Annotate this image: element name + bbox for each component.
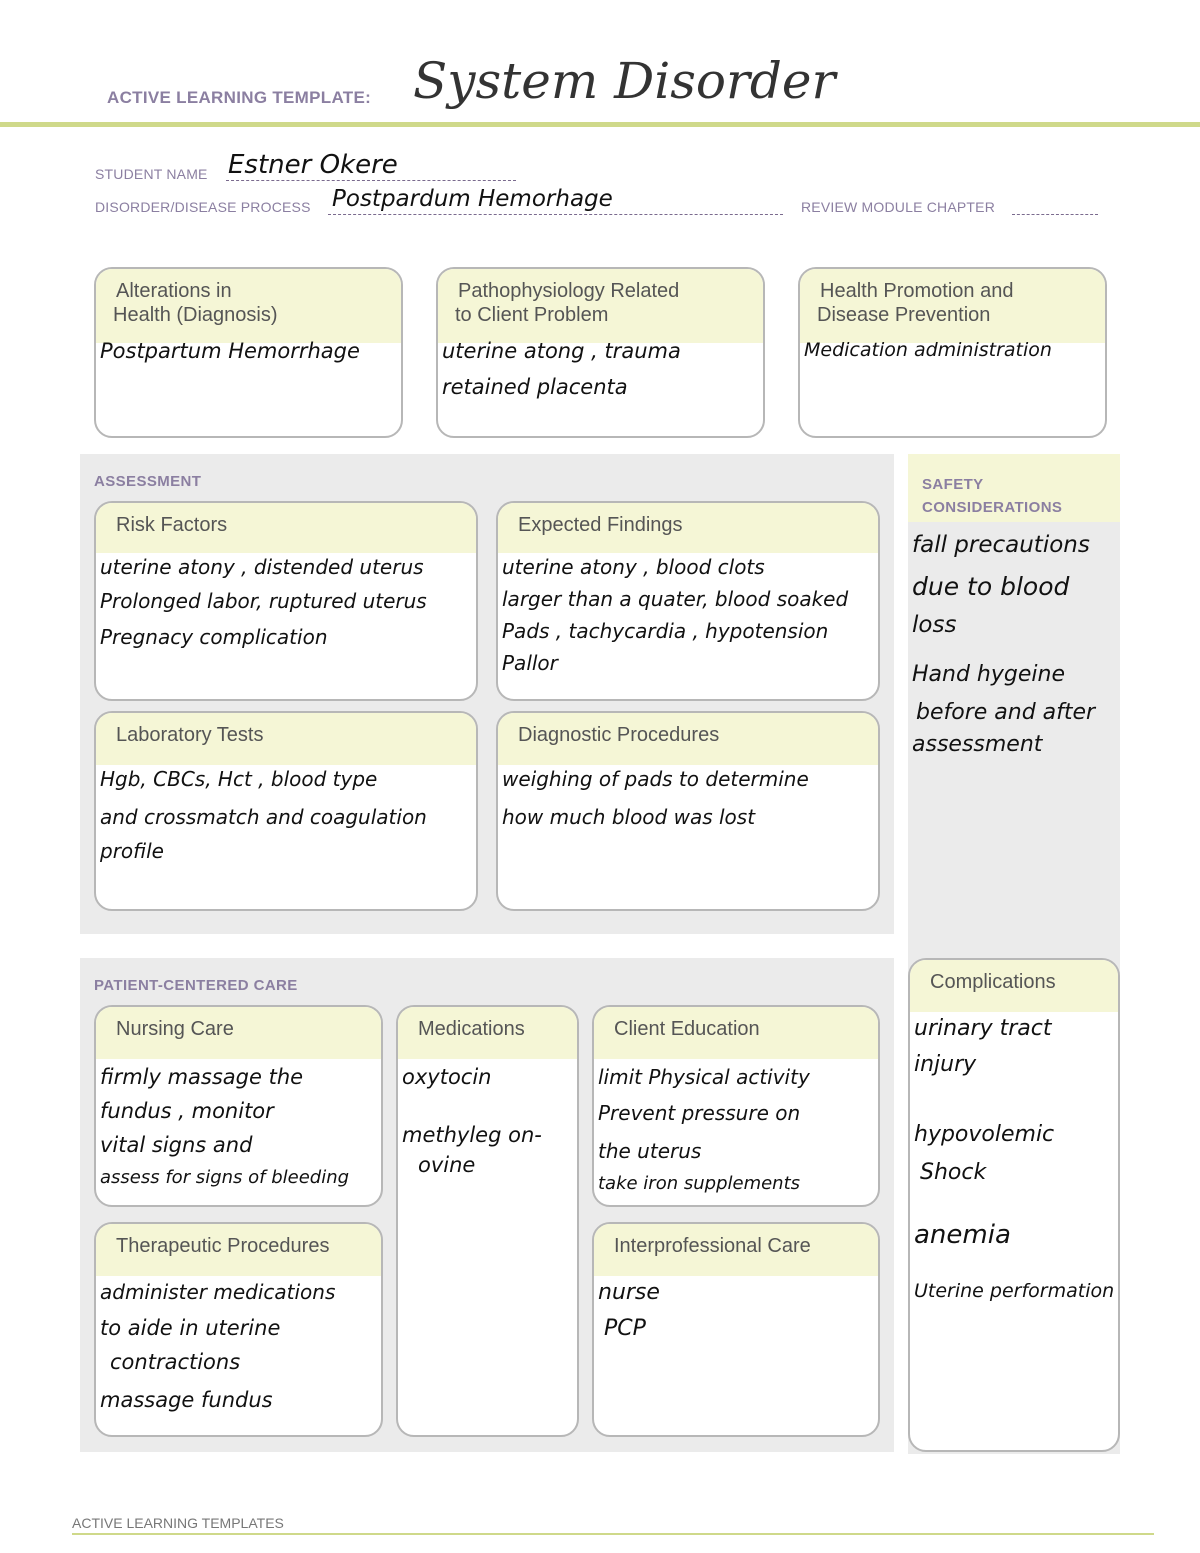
assessment-label: ASSESSMENT <box>94 473 202 490</box>
alterations-box[interactable] <box>94 267 403 438</box>
disorder-value: Postpardum Hemorhage <box>332 186 613 212</box>
client-education-line: the uterus <box>598 1139 702 1163</box>
alterations-text-line: Postpartum Hemorrhage <box>100 339 360 363</box>
health-promotion-box[interactable] <box>798 267 1107 438</box>
therapeutic-procedures-header: Therapeutic Procedures <box>96 1224 381 1276</box>
laboratory-tests-header: Laboratory Tests <box>96 713 476 765</box>
review-module-field[interactable] <box>1012 196 1098 215</box>
safety-content[interactable] <box>910 522 1120 782</box>
safety-label-line2: CONSIDERATIONS <box>922 499 1063 516</box>
medications-box[interactable] <box>396 1005 579 1437</box>
expected-findings-line: larger than a quater, blood soaked <box>502 587 849 611</box>
nursing-care-header: Nursing Care <box>96 1007 381 1059</box>
student-name-field[interactable] <box>226 150 516 181</box>
laboratory-tests-line: and crossmatch and coagulation <box>100 805 427 829</box>
health-promotion-header <box>800 269 1105 343</box>
expected-findings-line: uterine atony , blood clots <box>502 555 765 579</box>
laboratory-tests-box[interactable] <box>94 711 478 911</box>
risk-factors-box[interactable] <box>94 501 478 701</box>
safety-line: loss <box>912 612 957 638</box>
alterations-header <box>96 269 401 343</box>
health-promotion-text-line: Medication administration <box>804 339 1052 361</box>
risk-factors-header: Risk Factors <box>96 503 476 553</box>
safety-line: due to blood <box>912 572 1070 601</box>
nursing-care-box[interactable] <box>94 1005 383 1207</box>
risk-factors-line: uterine atony , distended uterus <box>100 555 424 579</box>
complications-line: injury <box>914 1052 977 1077</box>
laboratory-tests-line: profile <box>100 839 164 863</box>
complications-box[interactable] <box>908 958 1120 1452</box>
nursing-care-line: fundus , monitor <box>100 1099 274 1123</box>
risk-factors-line: Pregnacy complication <box>100 625 328 649</box>
disorder-field[interactable] <box>328 186 783 215</box>
client-education-box[interactable] <box>592 1005 880 1207</box>
alterations-title-line2: Health (Diagnosis) <box>113 304 278 326</box>
footer-divider <box>72 1533 1154 1535</box>
complications-line: urinary tract <box>914 1016 1052 1041</box>
nursing-care-line: vital signs and <box>100 1133 253 1157</box>
client-education-line: Prevent pressure on <box>598 1101 801 1125</box>
expected-findings-box[interactable] <box>496 501 880 701</box>
safety-label <box>922 473 1062 519</box>
client-education-line: take iron supplements <box>598 1173 801 1194</box>
complications-line: Uterine performation <box>914 1280 1115 1302</box>
interprofessional-care-header: Interprofessional Care <box>594 1224 878 1276</box>
therapeutic-procedures-line: contractions <box>110 1350 241 1374</box>
medications-line: methyleg on- <box>402 1123 542 1147</box>
student-name-value: Estner Okere <box>228 150 398 180</box>
pathophysiology-title-line2: to Client Problem <box>455 304 609 326</box>
safety-line: fall precautions <box>912 532 1090 558</box>
nursing-care-line: firmly massage the <box>100 1065 304 1089</box>
student-name-label: STUDENT NAME <box>95 166 208 182</box>
safety-line: assessment <box>912 732 1043 757</box>
therapeutic-procedures-box[interactable] <box>94 1222 383 1437</box>
expected-findings-line: Pallor <box>502 651 558 675</box>
client-education-line: limit Physical activity <box>598 1065 810 1089</box>
pathophysiology-text-line: uterine atong , trauma <box>442 339 681 363</box>
client-education-header: Client Education <box>594 1007 878 1059</box>
safety-line: Hand hygeine <box>912 662 1065 687</box>
safety-label-line1: SAFETY <box>922 476 984 493</box>
risk-factors-line: Prolonged labor, ruptured uterus <box>100 589 427 613</box>
pathophysiology-box[interactable] <box>436 267 765 438</box>
patient-centered-care-label: PATIENT-CENTERED CARE <box>94 977 298 994</box>
safety-line: before and after <box>916 700 1096 725</box>
therapeutic-procedures-line: massage fundus <box>100 1388 273 1412</box>
medications-line: oxytocin <box>402 1065 492 1089</box>
template-label: ACTIVE LEARNING TEMPLATE: <box>107 88 372 107</box>
disorder-label: DISORDER/DISEASE PROCESS <box>95 199 311 215</box>
medications-header: Medications <box>398 1007 577 1059</box>
interprofessional-care-line: nurse <box>598 1280 660 1305</box>
diagnostic-procedures-line: how much blood was lost <box>502 805 756 829</box>
health-promotion-title-line2: Disease Prevention <box>817 304 991 326</box>
medications-line: ovine <box>418 1153 476 1177</box>
pathophysiology-header <box>438 269 763 343</box>
pathophysiology-text-line: retained placenta <box>442 375 628 399</box>
therapeutic-procedures-line: administer medications <box>100 1280 336 1304</box>
complications-line: anemia <box>914 1220 1011 1250</box>
laboratory-tests-line: Hgb, CBCs, Hct , blood type <box>100 767 378 791</box>
complications-line: Shock <box>920 1160 987 1185</box>
alterations-title-line1: Alterations in <box>116 280 232 302</box>
header-divider <box>0 122 1200 127</box>
expected-findings-line: Pads , tachycardia , hypotension <box>502 619 829 643</box>
complications-line: hypovolemic <box>914 1122 1055 1147</box>
pathophysiology-title-line1: Pathophysiology Related <box>458 280 680 302</box>
interprofessional-care-line: PCP <box>604 1316 646 1341</box>
expected-findings-header: Expected Findings <box>498 503 878 553</box>
nursing-care-line: assess for signs of bleeding <box>100 1167 350 1188</box>
review-module-label: REVIEW MODULE CHAPTER <box>801 199 995 215</box>
diagnostic-procedures-box[interactable] <box>496 711 880 911</box>
page-title: System Disorder <box>413 52 836 110</box>
diagnostic-procedures-line: weighing of pads to determine <box>502 767 809 791</box>
therapeutic-procedures-line: to aide in uterine <box>100 1316 281 1340</box>
complications-header: Complications <box>910 960 1118 1012</box>
interprofessional-care-box[interactable] <box>592 1222 880 1437</box>
diagnostic-procedures-header: Diagnostic Procedures <box>498 713 878 765</box>
health-promotion-title-line1: Health Promotion and <box>820 280 1014 302</box>
footer-text: ACTIVE LEARNING TEMPLATES <box>72 1515 284 1531</box>
